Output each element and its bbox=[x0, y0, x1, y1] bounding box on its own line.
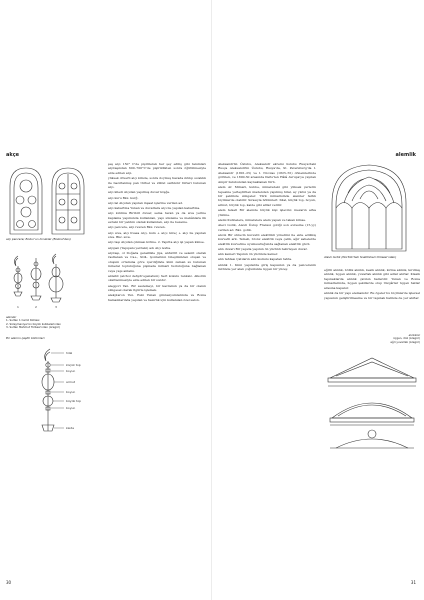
entry: alıcılı Bir sürecin kuvvetli elektrikli yönetimi ile elde edilmiş kuvvetli ark. Temeli, bronz elektrik veya çelik, ağır sahelerde elektrik kuvvetine uyumsuzluğunda sağlanan elektrik gücü. bbox=[218, 232, 316, 246]
flamboyant-gothic-window-illustration bbox=[324, 163, 414, 253]
alem-note: 3- Sultan Mahmut Türbesi'nden (Aregür) bbox=[6, 325, 60, 330]
entry: alem Ar. Mimari, kubbe, minaredeki gibi yüksek yerlerin tepesine yerleştirilen madenden yapılmış hilal, ay yıldız ya da bir şeklinde simgeler. Türk mimarisinde alemler farklı biçimlerde olabilir. Sırasıyla bölümleri: hilal, küçük top, boyun, armut, büyük top, kaide gibi altlar verilir. bbox=[218, 185, 316, 207]
page-number-right: 31 bbox=[410, 580, 416, 585]
alem-note: 2- Süleymaniye'nin büyük kubbelerinden bbox=[6, 321, 62, 326]
alem-finials-illustration bbox=[6, 252, 96, 312]
windows-caption: alçı pencere; Bodur'un örnekler (Bodoxl'den) bbox=[6, 237, 71, 241]
pediments-caption-block bbox=[324, 334, 420, 344]
entry: alem felsefi Bir alemde büyük kişi işlevini; mezarın arka yüzüne. bbox=[218, 208, 316, 217]
diagram-caption: Bir alemin çeşitli bölümleri bbox=[6, 336, 45, 340]
entry: aleggori Yan. Bir seslemeyi, bir kavramın ya da bir olanın simgesel olarak figürle işlemek. bbox=[108, 283, 206, 293]
entry: alekptaron Yun. Eski Yunan gimnazyumlarında ve Roma hamamlarında yapılan ve hazırlık için kullanılan özel salon. bbox=[108, 293, 206, 302]
entry: alemi Kubbelere, minarelere alem yapan ve takan kimse. bbox=[218, 217, 307, 222]
right-text-column-2 bbox=[324, 268, 420, 301]
alem-number-2: 2 bbox=[35, 305, 37, 309]
entry: alçı sıva, alçı livasa Alçı, kum + alçı; kireç + alçı ile yapılan sıva. Bkz. sıva. bbox=[108, 230, 206, 240]
diagram-label: boyun bbox=[66, 406, 76, 410]
diagram-label: kaide bbox=[66, 426, 75, 430]
entry: alçı kiledi Alçıdan yapılmış duvar köşğe. bbox=[108, 190, 171, 195]
entry: alçı pencere, alçı revzen Bkz. revzen. bbox=[108, 225, 166, 230]
entry: alın kemeri Yapının ön yüzünde kemer. bbox=[218, 252, 278, 257]
entry: alçı lal Alçıdan yapılan inşaat işlerine verilen ad. bbox=[108, 200, 184, 205]
alem-parts-diagram bbox=[6, 345, 96, 435]
gothic-window-caption: Alevli Gotik (Norfolk'taki Snettisham Kilisesi'nden) bbox=[324, 255, 397, 259]
pediments-note: eğri yuvarlak (Aregür) bbox=[390, 339, 420, 344]
pediments-caption: alınlıklar bbox=[408, 333, 420, 337]
alem-caption-block bbox=[6, 316, 96, 330]
entry: aldehit (alchol dehydrogenatum) Sert kokulu renksiz. Alkolün oksitlenmesiyle elde edilen bir sıvıdır. bbox=[108, 273, 206, 283]
left-text-column bbox=[108, 162, 206, 303]
entry: alçı kırılma Biribiri duvar, sema tavan ya da sıva yerine kaplama yapımında kullanılan, yapı süsleme ve mekânlara ilk evdeki bir yalıtım olarak kullanılan, alçı ile bezeme. bbox=[108, 211, 206, 225]
diagram-label: büyük top bbox=[66, 399, 82, 403]
diagram-label: hilal bbox=[66, 351, 73, 355]
entry: alınlık da bir yapı elemanıdır. Bu ögeler bu biçimlerde işlevsel yapısının geliştirilmesine ve bir tapınak halinde de yer alırlar. bbox=[324, 291, 420, 300]
pediments-note: üçgen, düz (Aregür) bbox=[393, 336, 420, 341]
entry: şeş alçı 150° C'de pişirilerek her şey ediliş gibi tanımları alçıtaşından 600–700°C'de pişirildikten sonra öğütülmesiyle elde edilen alçı. bbox=[108, 162, 206, 175]
entry: Alevi Gotik, Alevli Üslup Fransız gotiği son evresine (15.yy) verilen ad. Bkz. gotik. bbox=[218, 223, 316, 232]
entry: yüksek döverli alçı kimde, sonra doymuş havada ılıtılıp sıcaklık ile bazırlanmış pan türbel ve zülfet sathlıdır türleri bulunan alçı. bbox=[108, 176, 206, 190]
alem-note: 1- Sultan 1 Cemil Külliesi bbox=[6, 318, 40, 323]
alem-number-1: 1 bbox=[17, 305, 19, 309]
entry: eğrili alınlık, bölük alınlık, kesik alınlık, kırma alınlık, kırılmış alınlık, üçgen alınlık, yuvarlak alınlık gibi adlar alırlar. Klasik tapınaklarda alınlık çatının hallerdir. Yunan ve Roma mimarlarında, üçgen şekillerde olup rüzgârlar üçgen hatlar arasına kapanır. bbox=[324, 268, 420, 290]
alem-caption: alemler bbox=[6, 315, 17, 319]
entry: alçıtaşı, ot Doğada genellikle jips, anhidrit ve selenit olarak rastlanan ve Ca+, SO4- iyonlarının bileşiminden oluşan ve oluşum ortamına göre içerdiğinde kimi zaman su bulunan mineral topluluğuna pişmada mimari tuzluluğuna bağlanan veya yapı anlamı. bbox=[108, 250, 206, 273]
entry: alçıpan (Yapıpanı yerdeki) adı Alçı levha. bbox=[108, 245, 172, 250]
entry: alçı taşı Alçıdan çıkması kötme. 2. Yapıtta alçı işi yapan kimse. bbox=[108, 240, 205, 245]
diagram-label: armut bbox=[66, 380, 76, 384]
pediments-illustration bbox=[324, 352, 420, 452]
right-page bbox=[212, 0, 424, 600]
entry: alçı kabartma Yunan ve duvarlara alçı ile yapılan kabartma. bbox=[108, 206, 201, 211]
diagram-label: boyun bbox=[66, 369, 76, 373]
entry: alın duvarı Bir yapıda yapının ön yüzünü belirleyen duvar. bbox=[218, 246, 308, 251]
alem-number-3: 3 bbox=[55, 305, 57, 309]
entry: alçı kuru Bkz. kurğ. bbox=[108, 195, 139, 200]
running-header-right: alemlik bbox=[395, 152, 416, 158]
page-number-left: 30 bbox=[6, 580, 12, 585]
diagram-label: küçük top bbox=[66, 363, 81, 367]
right-text-column-1 bbox=[218, 162, 316, 272]
diagram-label: boyun bbox=[66, 390, 76, 394]
running-header-left: akçe bbox=[6, 152, 20, 158]
entry: Aleksandrün Üslubu, Aleksandr ekremi üslubu Rusya'daki Rusça Aleksandrün Üslubu, Rusya'da, St. Petersburg'da I. Aleksandr (1801–25) ve I. Nicolas (1825–55) dönemlerinde görülen, ve 1800-30 arasında Paris'ten Hâlâ Avrupa'ya yayılan Ampir üslubundan kaynaklanan türü. bbox=[218, 162, 316, 184]
entry: alın tahtası Çatıların alın kısmını kapatan tahta. bbox=[218, 257, 293, 262]
alci-windows-illustration bbox=[6, 164, 96, 236]
entry: alınlık 1. Kimi yapılarda giriş kapısının ya da pencerenin üstünde yer alan çoğunlukla üçgen bir yüzey. bbox=[218, 262, 316, 272]
